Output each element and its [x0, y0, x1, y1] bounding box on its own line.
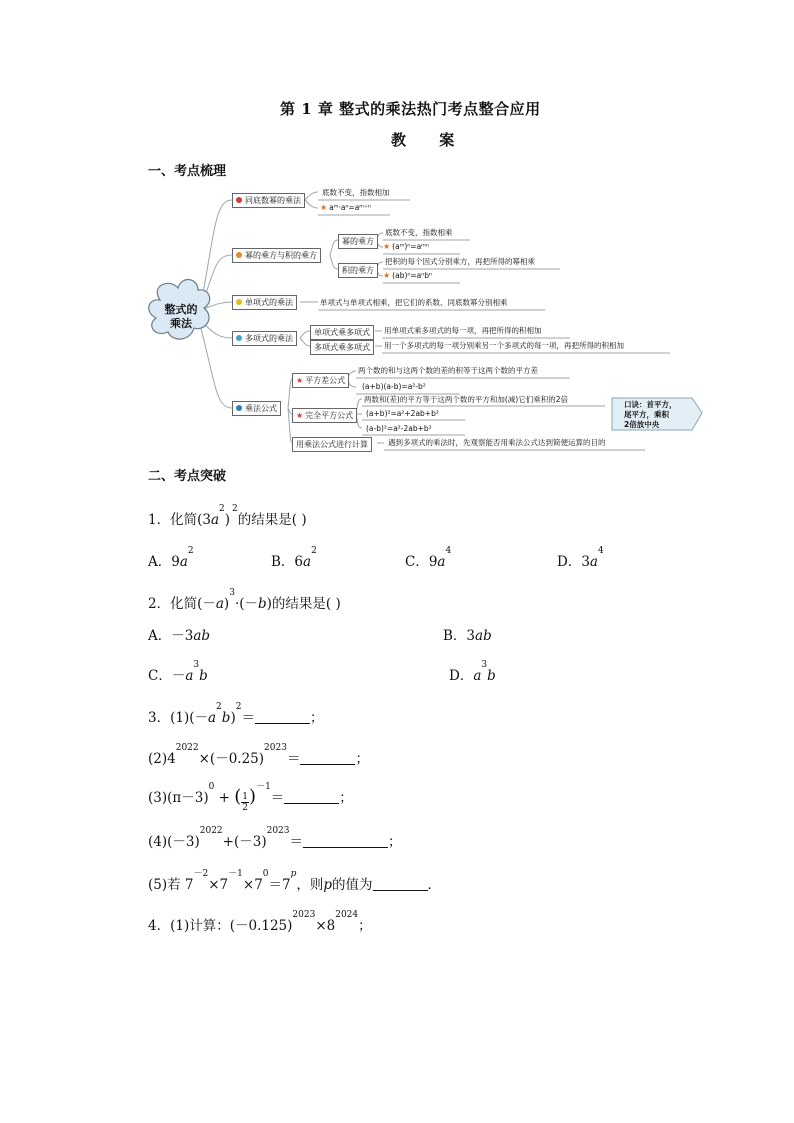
star-icon: ★ [320, 203, 328, 212]
mind-map-center [160, 303, 202, 331]
question-1-option-c: C．$9a^4$ [405, 546, 452, 570]
branch-same-base-power [232, 193, 305, 208]
mind-map-center-line2: 乘法 [170, 317, 192, 330]
sub-branch-rule: 用一个多项式的每一项分别乘另一个多项式的每一项，再把所得的积相加 [384, 341, 624, 350]
star-icon: ★ [383, 242, 391, 251]
sub-branch-rule: 遇到多项式的乘法时，先观察能否用乘法公式达到简便运算的目的 [388, 438, 606, 447]
sub-branch-diff-squares: ★ 平方差公式 [292, 373, 349, 388]
mnemonic-note: 口诀：首平方， 尾平方，乘积 2倍放中央 [624, 400, 677, 429]
question-2-option-d: D．$a^3b$ [449, 660, 496, 684]
sub-branch-label: 积的乘方 [338, 263, 378, 278]
answer-blank[interactable] [300, 752, 355, 765]
red-dot-icon [236, 197, 242, 203]
branch-power-of-power [232, 248, 321, 263]
star-icon: ★ [296, 376, 304, 385]
sub-branch-rule: 两个数的和与这两个数的差的积等于这两个数的平方差 [358, 366, 538, 375]
sub-branch-rule: 用单项式乘多项式的每一项，再把所得的积相加 [384, 326, 542, 335]
question-2-option-b: B．3ab [443, 628, 492, 644]
sub-branch-label: 用乘法公式进行计算 [292, 437, 372, 452]
branch-polynomial-mult [232, 331, 297, 346]
branch-monomial-mult [232, 295, 297, 310]
sub-branch-formula: ★ (aᵐ)ⁿ=aᵐⁿ [383, 242, 429, 251]
sub-branch-label: 单项式乘多项式 [310, 325, 374, 340]
question-1-option-d: D．$3a^4$ [557, 546, 604, 570]
page-title: 第 1 章 整式的乘法热门考点整合应用 [280, 100, 541, 118]
branch-multiplication-formulas [232, 401, 281, 416]
star-icon: ★ [383, 271, 391, 280]
question-1-option-b: B．$6a^2$ [271, 546, 317, 570]
yellow-dot-icon [236, 299, 242, 305]
sub-branch-formula: (a+b)²=a²+2ab+b² [366, 409, 439, 418]
answer-blank[interactable] [284, 791, 339, 804]
branch-rule: 单项式与单项式相乘，把它们的系数、同底数幂分别相乘 [320, 298, 508, 307]
blue-dot-icon [236, 405, 242, 411]
sub-branch-formula: (a+b)(a-b)=a²-b² [362, 382, 426, 391]
sub-branch-formula: (a-b)²=a²-2ab+b² [366, 424, 432, 433]
fraction-one-half: $\frac{1}{2}$ [242, 792, 249, 813]
star-icon: ★ [296, 411, 304, 420]
question-1-option-a: A．$9a^2$ [148, 546, 194, 570]
question-3-part-2: $(2)4^{2022}\times(-0.25)^{2023}=$ ； [148, 743, 369, 767]
branch-label: 同底数幂的乘法 [245, 196, 301, 205]
sub-branch-label: 多项式乘多项式 [310, 340, 374, 355]
sub-branch-rule: 两数和(差)的平方等于这两个数的平方和加(减)它们乘积的2倍 [364, 395, 568, 404]
section-heading-1: 一、考点梳理 [148, 164, 227, 179]
answer-blank[interactable] [255, 711, 310, 724]
sub-branch-label: 幂的乘方 [338, 234, 378, 249]
question-3-part-4: $(4)(-3)^{2022}+(-3)^{2023}=$ ； [148, 826, 402, 850]
branch-formula: ★ aᵐ·aⁿ=aᵐ⁺ⁿ [320, 203, 371, 212]
branch-label: 乘法公式 [245, 404, 277, 413]
question-2-stem: 2．化简$(-a)^3\cdot(-b)$的结果是( ) [148, 588, 341, 612]
question-1-stem: 1．化简$(3a^2)^2$的结果是( ) [148, 504, 307, 528]
question-3-part-5: (5)若 $7^{-2}\times 7^{-1}\times 7^0=7^p$，则p的值为 ． [148, 869, 442, 893]
sub-branch-rule: 把积的每个因式分别乘方，再把所得的幂相乘 [385, 257, 535, 266]
orange-dot-icon [236, 252, 242, 258]
question-2-option-c: C．$-a^3b$ [148, 660, 208, 684]
answer-blank[interactable] [303, 835, 388, 848]
mind-map-center-line1: 整式的 [164, 303, 198, 316]
question-2-option-a: A．－3ab [148, 628, 211, 644]
branch-label: 幂的乘方与积的乘方 [245, 251, 317, 260]
page-subtitle: 教 案 [391, 131, 469, 149]
sub-branch-rule: 底数不变，指数相乘 [385, 228, 453, 237]
sub-branch-perfect-square: ★ 完全平方公式 [292, 408, 357, 423]
branch-rule: 底数不变，指数相加 [322, 188, 390, 197]
branch-label: 多项式的乘法 [245, 334, 293, 343]
question-3-part-3: $(3)(\pi-3)^0$ + ( $\frac{1}{2}$ )$^{-1}$＝ ； [148, 782, 353, 813]
sub-branch-formula: ★ (ab)ⁿ=aⁿbⁿ [383, 271, 432, 280]
question-4-part-1: 4．(1)计算：$(-0.125)^{2023}\times 8^{2024}$； [148, 910, 372, 934]
question-3-part-1: 3．$(1)(-a^2b)^2=$ ； [148, 702, 324, 726]
blue-dot-icon [236, 335, 242, 341]
section-heading-2: 二、考点突破 [148, 469, 227, 484]
branch-label: 单项式的乘法 [245, 298, 293, 307]
answer-blank[interactable] [373, 878, 428, 891]
